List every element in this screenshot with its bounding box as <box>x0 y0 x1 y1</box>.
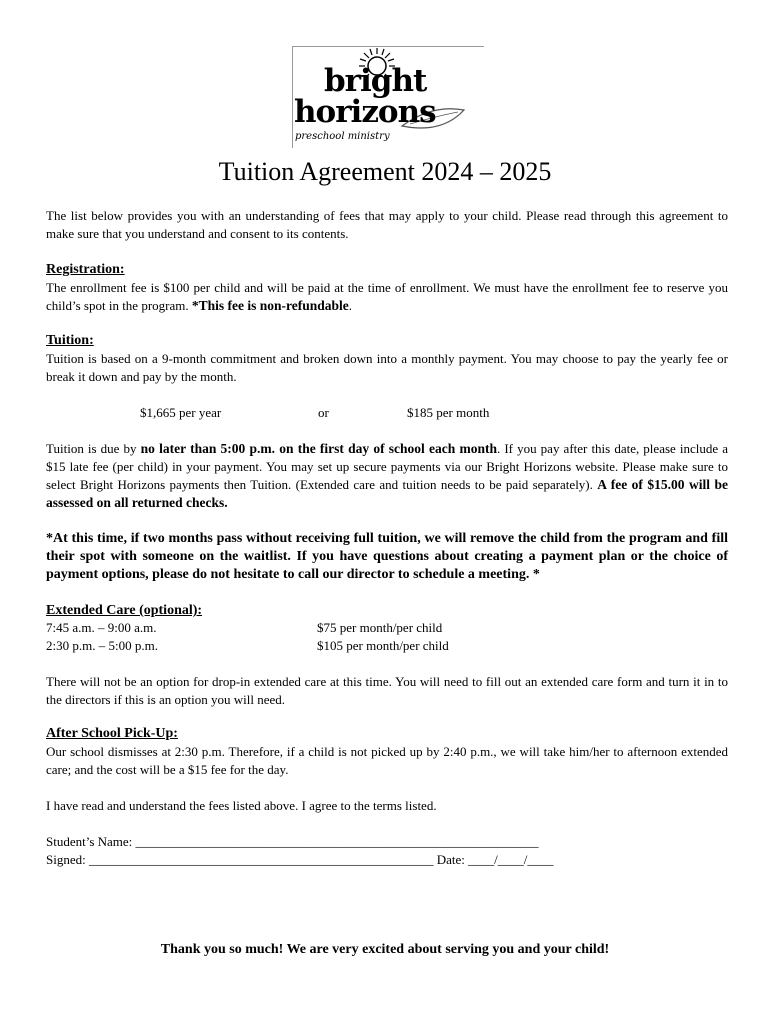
tuition-due-post: . If you pay after this date, please include a $15 late fee (per child) in your payment. You may set up secure payments via our Bright Horizons website. Please make sure to select Bright Horizons payments then Tuition. (Extended care and tuition needs to be paid separately). <box>46 441 729 492</box>
tuition-heading: Tuition: <box>46 333 94 348</box>
tuition-due-pre: Tuition is due by <box>46 441 141 456</box>
registration-text: The enrollment fee is $100 per child and will be paid at the time of enrollment. We must have the enrollment fee to reserve you child’s spot in the program. <box>46 280 728 313</box>
logo-tagline: preschool ministry <box>295 131 390 142</box>
tuition-or: or <box>318 405 329 420</box>
tuition-due-paragraph <box>46 440 728 512</box>
returned-check-fee: A fee of $15.00 will be assessed on all returned checks. <box>46 477 728 510</box>
student-name-line: Student’s Name: ______________________________________________________________ <box>46 834 539 849</box>
extended-care-price-1: $75 per month/per child <box>317 620 443 635</box>
registration-heading: Registration: <box>46 262 125 277</box>
extended-care-time-2: 2:30 p.m. – 5:00 p.m. <box>46 638 158 653</box>
logo-word-horizons: horizons <box>294 94 436 130</box>
thank-you-message: Thank you so much! We are very excited about serving you and your child! <box>160 942 610 957</box>
pickup-heading: After School Pick-Up: <box>46 726 178 741</box>
tuition-paragraph: Tuition is based on a 9-month commitment and broken down into a monthly payment. You may choose to pay the yearly fee or break it down and pay by the month. <box>46 351 728 384</box>
logo-word-bright: bright <box>324 63 427 99</box>
extended-care-heading: Extended Care (optional): <box>46 603 203 618</box>
tuition-due-deadline: no later than 5:00 p.m. on the first day of school each month <box>140 441 497 456</box>
page-title: Tuition Agreement 2024 – 2025 <box>218 157 552 186</box>
agreement-statement: I have read and understand the fees listed above. I agree to the terms listed. <box>46 798 437 813</box>
intro-paragraph: The list below provides you with an understanding of fees that may apply to your child. Please read through this agreement to make sure that you understand and consent to its contents. <box>46 208 728 241</box>
payment-warning: *At this time, if two months pass without receiving full tuition, we will remove the child from the program and fill their spot with someone on the waitlist. If you have questions about creating a payment plan or the choice of payment options, please do not hesitate to call our director to schedule a meeting. * <box>46 531 728 582</box>
registration-paragraph <box>46 279 728 315</box>
extended-care-note: There will not be an option for drop-in extended care at this time. You will need to fill out an extended care form and turn it in to the directors if this is an option you will need. <box>46 674 728 707</box>
signature-date-line: Signed: _____________________________________________________ Date: ____/____/____ <box>46 852 554 867</box>
pickup-paragraph: Our school dismisses at 2:30 p.m. Therefore, if a child is not picked up by 2:40 p.m., we will take him/her to afternoon extended care; and the cost will be a $15 fee for the day. <box>46 744 728 777</box>
extended-care-price-2: $105 per month/per child <box>317 638 449 653</box>
bright-horizons-logo <box>292 46 486 150</box>
registration-end: . <box>348 298 353 313</box>
non-refundable-note: *This fee is non-refundable <box>191 298 349 313</box>
extended-care-time-1: 7:45 a.m. – 9:00 a.m. <box>46 620 157 635</box>
tuition-monthly: $185 per month <box>407 405 490 420</box>
tuition-yearly: $1,665 per year <box>140 405 222 420</box>
